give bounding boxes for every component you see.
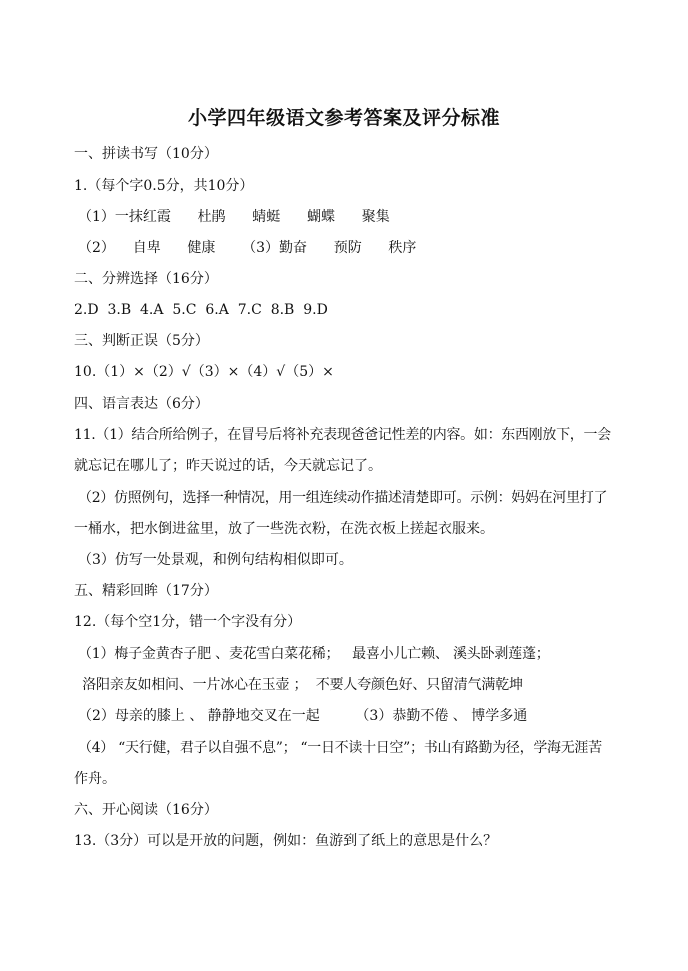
answer-line: （2）母亲的膝上 、 静静地交叉在一起 （3）恭勤不倦 、 博学多通 [78, 708, 528, 724]
answer-line: 一桶水，把水倒进盆里，放了一些洗衣粉，在洗衣板上搓起衣服来。 [74, 521, 494, 537]
answer-line: （4） “天行健，君子以自强不息”； “一日不读十日空”；书山有路勤为径，学海无涯苦 [78, 740, 602, 756]
answer-line: 10.（1）×（2）√（3）×（4）√（5）× [74, 364, 334, 380]
section-heading-3: 三、判断正误（5分） [74, 333, 209, 349]
section-heading-1: 一、拼读书写（10分） [74, 146, 218, 162]
section-heading-6: 六、开心阅读（16分） [74, 802, 218, 818]
answer-line: 2.D 3.B 4.A 5.C 6.A 7.C 8.B 9.D [74, 302, 328, 318]
answer-line: （2） 自卑 健康 （3）勤奋 预防 秩序 [78, 240, 417, 256]
answer-line: 12.（每个空1分，错一个字没有分） [74, 614, 302, 630]
answer-line: （1）梅子金黄杏子肥 、麦花雪白菜花稀； 最喜小儿亡赖、 溪头卧剥莲蓬； [78, 646, 550, 662]
answer-line: 就忘记在哪儿了；昨天说过的话，今天就忘记了。 [74, 458, 382, 474]
answer-line: （3）仿写一处景观，和例句结构相似即可。 [78, 552, 353, 568]
answer-line: 作舟。 [74, 771, 116, 787]
answer-line: 13.（3分）可以是开放的问题，例如：鱼游到了纸上的意思是什么？ [74, 833, 498, 849]
answer-line: （1）一抹红霞 杜鹃 蜻蜓 蝴蝶 聚集 [78, 209, 390, 225]
section-heading-4: 四、语言表达（6分） [74, 396, 209, 412]
answer-line: 1.（每个字0.5分，共10分） [74, 178, 254, 194]
answer-line: （2）仿照例句，选择一种情况，用一组连续动作描述清楚即可。示例：妈妈在河里打了 [78, 490, 608, 506]
answer-line: 洛阳亲友如相问、一片冰心在玉壶 ； 不要人夸颜色好、只留清气满乾坤 [78, 677, 523, 693]
document-title: 小学四年级语文参考答案及评分标准 [187, 107, 500, 129]
answer-line: 11.（1）结合所给例子，在冒号后将补充表现爸爸记性差的内容。如：东西刚放下，一会 [74, 427, 611, 443]
section-heading-2: 二、分辨选择（16分） [74, 271, 218, 287]
section-heading-5: 五、精彩回眸（17分） [74, 583, 218, 599]
